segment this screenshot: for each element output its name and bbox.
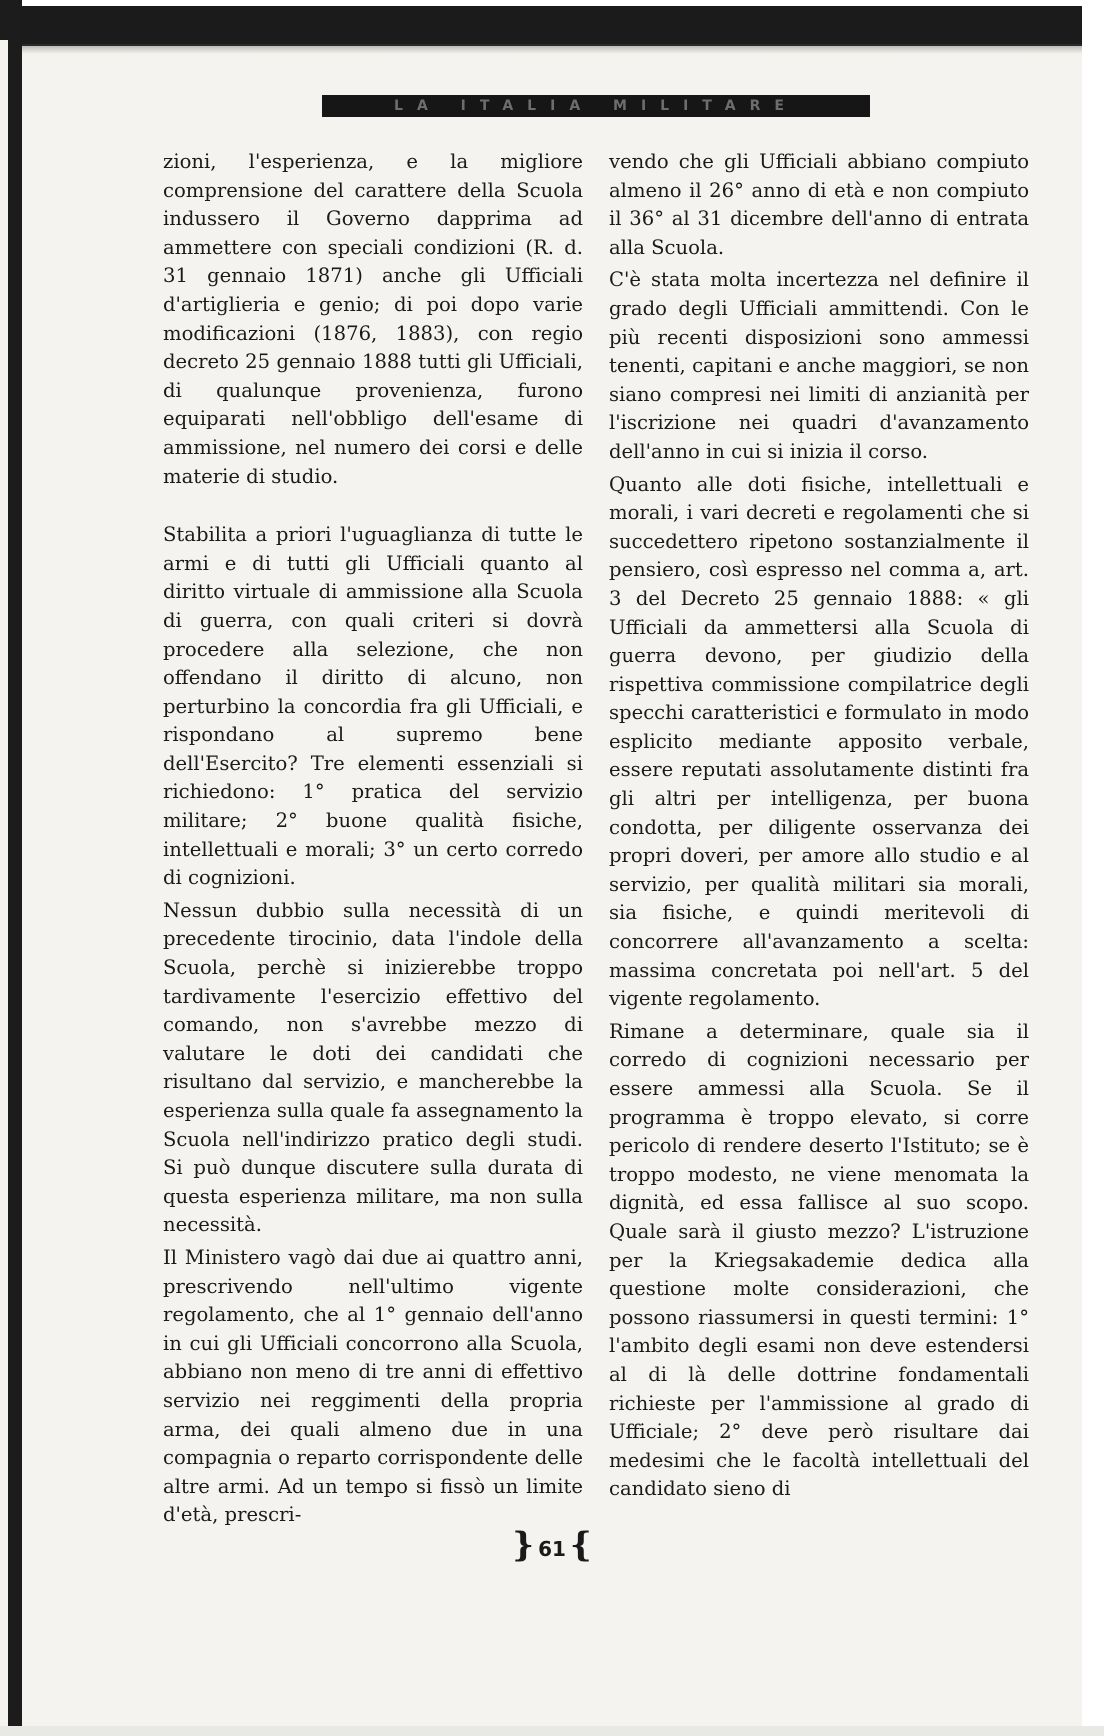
scan-top-border: [0, 0, 1104, 46]
left-paragraph-2: Stabilita a priori l'uguaglianza di tutte le armi e di tutti gli Ufficiali quanto al diritto virtuale di ammissione alla Scuola di guerra, con quali criteri si dovrà procedere alla selezione, che non offendano il diritto di alcuno, non perturbino la concordia fra gli Ufficiali, e rispondano al supremo bene dell'Esercito? Tre elementi essenziali si richiedono: 1° pratica del servizio militare; 2° buone qualità fisiche, intellettuali e morali; 3° un certo corredo di cognizioni.: [163, 523, 583, 890]
left-paragraph-1: zioni, l'esperienza, e la migliore comprensione del carattere della Scuola indussero il Governo dapprima ad ammettere con speciali condizioni (R. d. 31 gennaio 1871) anche gli Ufficiali d'artiglieria e genio; di poi dopo varie modificazioni (1876, 1883), con regio decreto 25 gennaio 1888 tutti gli Ufficiali, di qualunque provenienza, furono equiparati nell'obbligo dell'esame di ammissione, nel numero dei corsi e delle materie di studio.: [163, 150, 583, 488]
scan-right-border: [1082, 0, 1104, 1736]
folio-brace-left: }: [512, 1525, 535, 1565]
folio-brace-right: {: [569, 1525, 592, 1565]
right-column: [609, 148, 1029, 1504]
left-paragraph-3: Nessun dubbio sulla necessità di un precedente tirocinio, data l'indole della Scuola, perchè si inizierebbe troppo tardivamente l'esercizio effettivo del comando, non s'avrebbe mezzo di valutare le doti dei candidati che risultano dal servizio, e mancherebbe la esperienza sulla quale fa assegnamento la Scuola nell'indirizzo pratico degli studi. Si può dunque discutere sulla durata di questa esperienza militare, ma non sulla necessità.: [163, 898, 583, 1237]
page-top-shadow: [22, 46, 1082, 54]
running-header: [322, 95, 870, 117]
left-paragraph-4: Il Ministero vagò dai due ai quattro anni, prescrivendo nell'ultimo vigente regolamento, che al 1° gennaio dell'anno in cui gli Ufficiali concorrono alla Scuola, abbiano non meno di tre anni di effettivo servizio nei reggimenti della propria arma, dei quali almeno due in una compagnia o reparto corrispondente delle altre armi. Ad un tempo si fissò un limite d'età, prescri-: [163, 1245, 583, 1527]
page-folio: [0, 1525, 1104, 1565]
page-number: 61: [538, 1537, 566, 1561]
scan-bottom-border: [0, 1726, 1104, 1736]
right-paragraph-3: Quanto alle doti fisiche, intellettuali e morali, i vari decreti e regolamenti che si succedettero ripetono sostanzialmente il pensiero, così espresso nel comma a, art. 3 del Decreto 25 gennaio 1888: « gli Ufficiali da ammettersi alla Scuola di guerra devono, per giudizio della rispettiva commissione compilatrice degli specchi caratteristici e formulato in modo esplicito mediante apposito verbale, essere reputati assolutamente distinti fra gli altri per intelligenza, per buona condotta, per diligente osservanza dei propri doveri, per amore allo studio e al servizio, per qualità militari sia morali, sia fisiche, e quindi meritevoli di concorrere all'avanzamento a scelta: massima concretata poi nell'art. 5 del vigente regolamento.: [609, 472, 1029, 1011]
right-paragraph-2: C'è stata molta incertezza nel definire il grado degli Ufficiali ammittendi. Con le più recenti disposizioni sono ammessi tenenti, capitani e anche maggiori, se non siano compresi nei limiti di anzianità per l'iscrizione nei quadri d'avanzamento dell'anno in cui si inizia il corso.: [609, 268, 1029, 463]
scan-left-margin: [0, 40, 8, 1736]
running-header-title: LA ITALIA MILITARE: [394, 98, 798, 114]
left-column: [163, 148, 583, 1530]
right-paragraph-1: vendo che gli Ufficiali abbiano compiuto almeno il 26° anno di età e non compiuto il 36° al 31 dicembre dell'anno di entrata alla Scuola.: [609, 150, 1029, 259]
right-paragraph-4: Rimane a determinare, quale sia il corredo di cognizioni necessario per essere ammessi alla Scuola. Se il programma è troppo elevato, si corre pericolo di rendere deserto l'Istituto; se è troppo modesto, ne viene menomata la dignità, ed essa fallisce al suo scopo. Quale sarà il giusto mezzo? L'istruzione per la Kriegsakademie dedica alla questione molte considerazioni, che possono riassumersi in questi termini: 1° l'ambito degli esami non deve estendersi al di là delle dottrine fondamentali richieste per l'ammissione al grado di Ufficiale; 2° deve però risultare dai medesimi che le facoltà intellettuali del candidato sieno di: [609, 1019, 1029, 1501]
